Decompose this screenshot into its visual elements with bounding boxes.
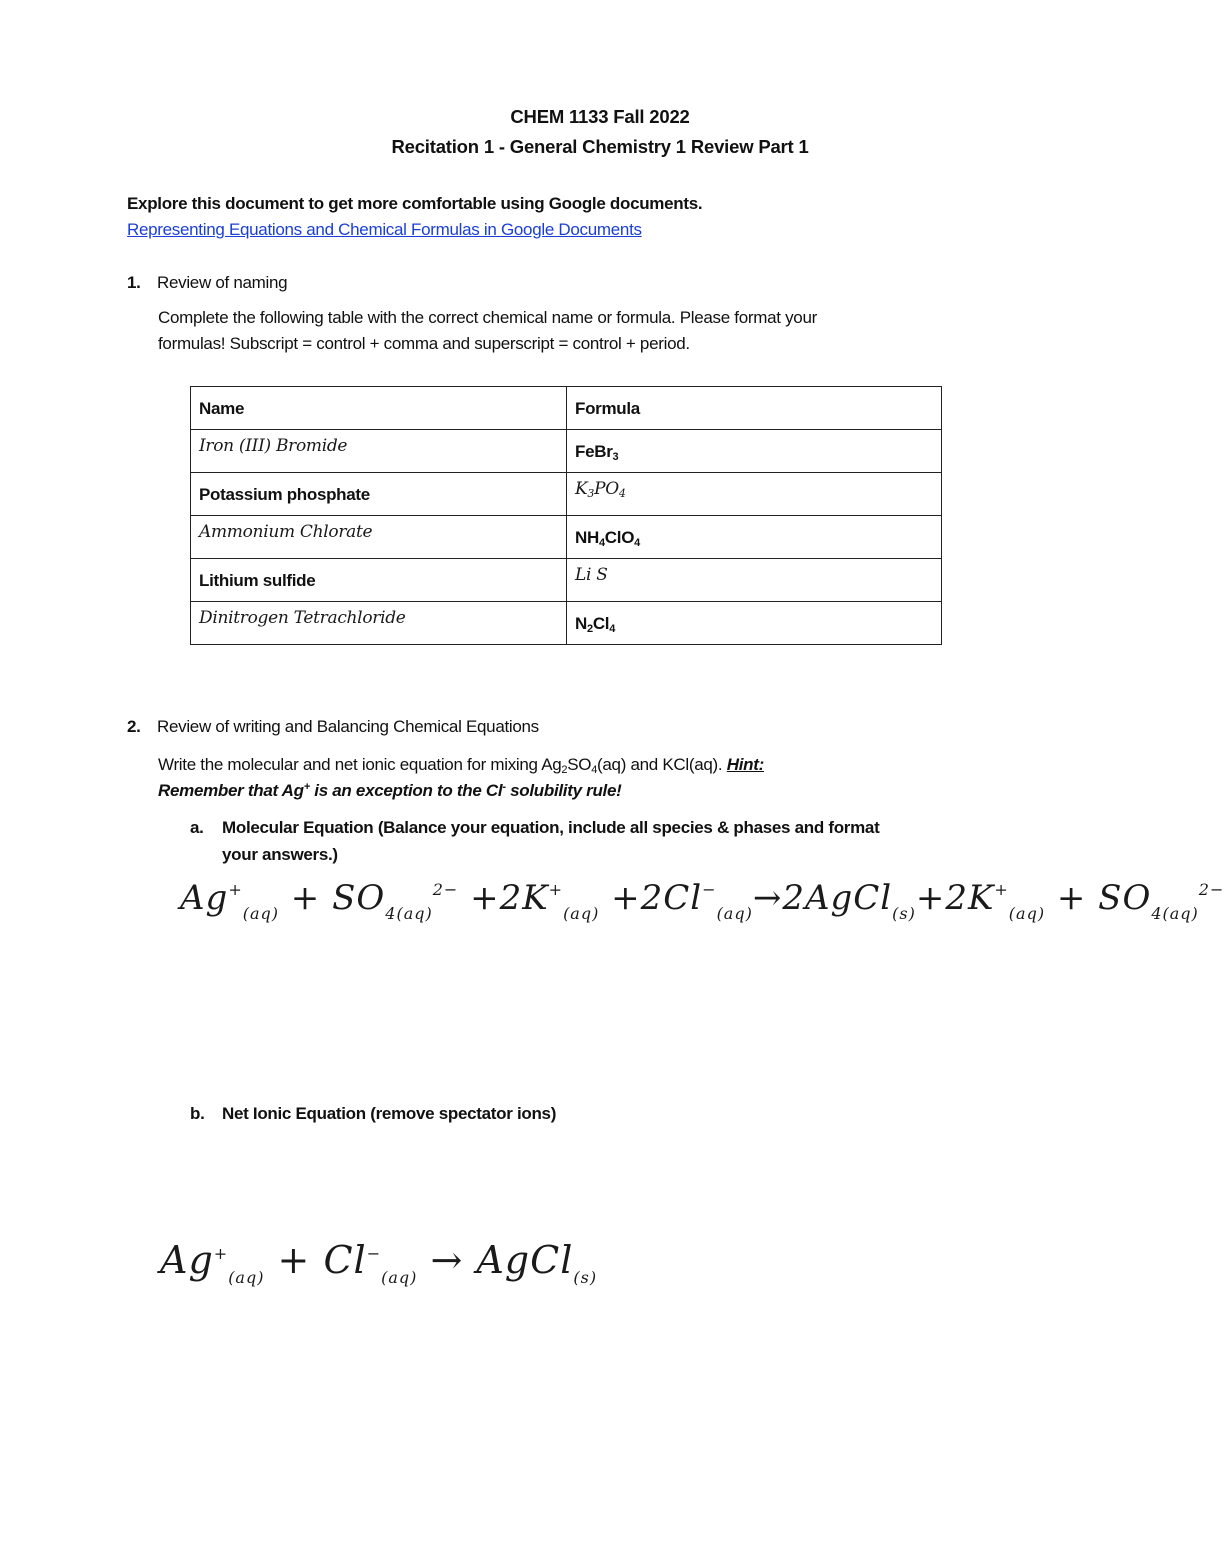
hint-label: Hint: [726,755,764,774]
part-a-line1: Molecular Equation (Balance your equation, include all species & phases and format [222,818,880,837]
section1-title: Review of naming [157,273,288,292]
prompt-text: Write the molecular and net ionic equation for mixing Ag [158,755,562,774]
name-cell[interactable]: Lithium sulfide [191,559,567,602]
header-name: Name [191,387,567,430]
name-cell[interactable]: Potassium phosphate [191,473,567,516]
handwritten-molecular-equation[interactable]: $Ag^+_{(aq)} + SO_{4(aq)}^{2-} +2K^+_{(aq)}$ $+2Cl^-_{(aq)}\to 2AgCl_{(s)}+2K^+_{(aq)} + SO_{4(aq)}^{2-}$ [180,878,1224,923]
section2-number: 2. [127,717,141,736]
name-cell-handwritten[interactable]: Ammonium Chlorate [191,516,567,559]
formula-cell[interactable]: $N_2Cl_4$ [567,602,942,645]
naming-table [190,386,942,645]
section1-heading [127,273,287,293]
section2-title: Review of writing and Balancing Chemical Equations [157,717,539,736]
google-docs-link[interactable]: Representing Equations and Chemical Formulas in Google Documents [127,220,642,239]
table-header-row [191,387,942,430]
prompt-text: (aq) and KCl(aq). [597,755,723,774]
section2-hint: Remember that Ag+ is an exception to the Cl- solubility rule! [158,781,622,800]
section1-number: 1. [127,273,141,292]
handwritten-net-ionic-equation[interactable]: $Ag^+_{(aq)} + Cl^-_{(aq)}$ → AgCl$_{(s)}$ [160,1238,598,1287]
part-b-label: b. [190,1104,205,1123]
section1-instruction-line1: Complete the following table with the correct chemical name or formula. Please format your [158,308,817,327]
table-row [191,430,942,473]
table-row [191,559,942,602]
intro-instruction: Explore this document to get more comfortable using Google documents. [127,194,703,213]
formula-cell-handwritten[interactable]: $K_3PO_4$ [567,473,942,516]
hint-text: is an exception to the Cl [309,781,503,800]
part-b-text: Net Ionic Equation (remove spectator ions) [222,1104,557,1123]
section2-heading [127,717,539,737]
name-cell-handwritten[interactable]: Dinitrogen Tetrachloride [191,602,567,645]
prompt-text: SO [567,755,592,774]
formula-cell[interactable]: $NH_4ClO_4$ [567,516,942,559]
hint-text: Remember that Ag [158,781,304,800]
section2-prompt: Write the molecular and net ionic equation for mixing $Ag_2SO_4(aq)$ and KCl(aq). Hint: [158,755,764,776]
formula-cell-handwritten[interactable]: Li S [567,559,942,602]
part-a-label: a. [190,818,204,837]
document-subtitle: Recitation 1 - General Chemistry 1 Review Part 1 [391,136,809,157]
table-row [191,516,942,559]
header-formula: Formula [567,387,942,430]
table-row [191,602,942,645]
hint-text: solubility rule! [505,781,622,800]
formula-cell[interactable]: FeBr$_3$ [567,430,942,473]
document-title: CHEM 1133 Fall 2022 [510,106,690,127]
table-row [191,473,942,516]
part-a-line2: your answers.) [222,845,338,864]
name-cell-handwritten[interactable]: Iron (III) Bromide [191,430,567,473]
section1-instruction-line2: formulas! Subscript = control + comma and superscript = control + period. [158,334,690,353]
